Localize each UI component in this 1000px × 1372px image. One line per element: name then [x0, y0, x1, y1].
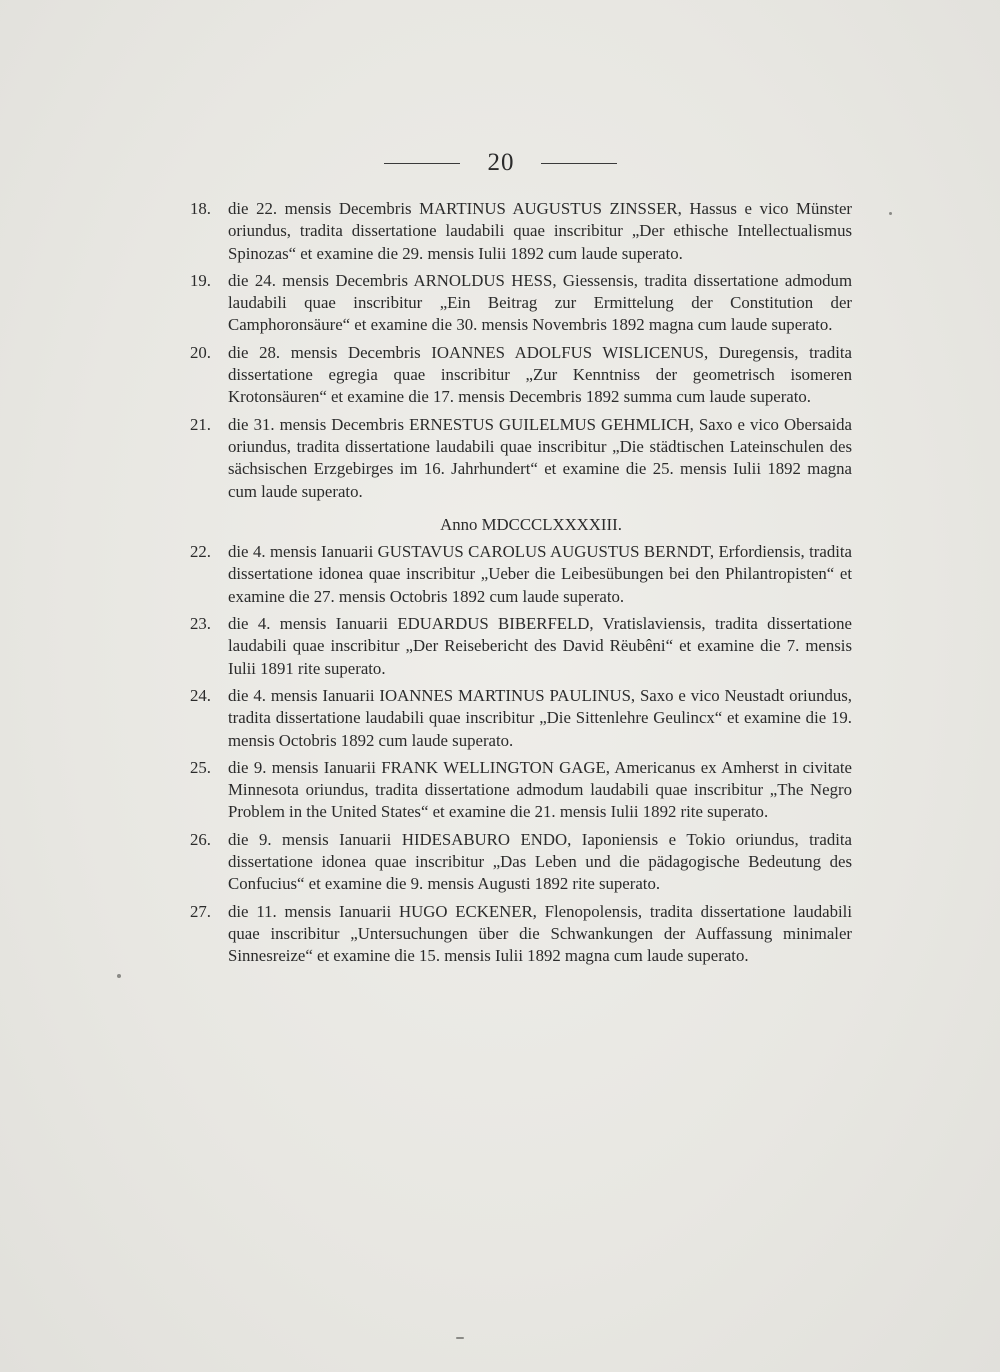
entry-text: die 4. mensis Ianuarii EDUARDUS BIBERFELD, Vratislaviensis, tradita dissertatione laudabili quae inscribitur „Der Reisebericht des David Rëubêni“ et examine die 7. mensis Iulii 1891 rite superato.: [228, 614, 852, 678]
paper-speck: [889, 212, 892, 215]
entry-number: 27.: [190, 901, 211, 921]
entry-number: 25.: [190, 757, 211, 777]
entry-text: die 4. mensis Ianuarii IOANNES MARTINUS PAULINUS, Saxo e vico Neustadt oriundus, tradita dissertatione laudabili quae inscribitur „Die Sittenlehre Geulincx“ et examine die 19. mensis Octobris 1892 cum laude superato.: [228, 685, 852, 750]
entry-number: 24.: [190, 685, 211, 705]
paper-speck: [117, 974, 121, 978]
list-item-21: [188, 414, 852, 503]
entry-text: die 28. mensis Decembris IOANNES ADOLFUS WISLICENUS, Duregensis, tradita dissertatione egregia quae inscribitur „Zur Kenntniss der geometrisch isomeren Krotonsäuren“ et examine die 17. mensis Decembris 1892 summa cum laude superato.: [228, 342, 852, 407]
entry-text: die 4. mensis Ianuarii GUSTAVUS CAROLUS AUGUSTUS BERNDT, Erfordiensis, tradita dissertatione idonea quae inscribitur „Ueber die Leibesübungen bei den Philantropisten“ et examine die 27. mensis Octobris 1892 cum laude superato.: [228, 542, 852, 606]
list-item-18: [188, 198, 852, 265]
page-header: [0, 146, 1000, 180]
list-item-26: [188, 829, 852, 896]
entry-text: die 11. mensis Ianuarii HUGO ECKENER, Flenopolensis, tradita dissertatione laudabili quae inscribitur „Untersuchungen über die Schwankungen der Auffassung minimaler Sinnesreize“ et examine die 15. mensis Iulii 1892 magna cum laude superato.: [228, 901, 852, 966]
entry-number: 21.: [190, 414, 211, 434]
entry-number: 23.: [190, 614, 211, 634]
list-item-25: [188, 757, 852, 824]
list-item-22: [188, 541, 852, 608]
list-item-24: [188, 685, 852, 752]
entry-number: 20.: [190, 342, 211, 362]
paper-speck: [456, 1337, 464, 1339]
list-item-19: [188, 270, 852, 337]
entry-text: die 24. mensis Decembris ARNOLDUS HESS, Giessensis, tradita dissertatione admodum laudabili quae inscribitur „Ein Beitrag zur Ermittelung der Constitution der Camphoronsäure“ et examine die 30. mensis Novembris 1892 magna cum laude superato.: [228, 270, 852, 335]
entry-text: die 22. mensis Decembris MARTINUS AUGUSTUS ZINSSER, Hassus e vico Münster oriundus, tradita dissertatione laudabili quae inscribitur „Der ethische Intellectualismus Spinozas“ et examine die 29. mensis Iulii 1892 cum laude superato.: [228, 199, 852, 263]
entry-text: die 9. mensis Ianuarii FRANK WELLINGTON GAGE, Americanus ex Amherst in civitate Minnesota oriundus, tradita dissertatione admodum laudabili quae inscribitur „The Negro Problem in the United States“ et examine die 21. mensis Iulii 1892 rite superato.: [228, 757, 852, 822]
header-rule-right: [541, 163, 617, 164]
entry-text: die 9. mensis Ianuarii HIDESABURO ENDO, Iaponiensis e Tokio oriundus, tradita dissertatione idonea quae inscribitur „Das Leben und die pädagogische Bedeutung des Confucius“ et examine die 9. mensis Augusti 1892 rite superato.: [228, 829, 852, 894]
entry-text: die 31. mensis Decembris ERNESTUS GUILELMUS GEHMLICH, Saxo e vico Obersaida oriundus, tradita dissertatione laudabili quae inscribitur „Die städtischen Lateinschulen des sächsischen Erzgebirges im 16. Jahrhundert“ et examine die 25. mensis Iulii 1892 magna cum laude superato.: [228, 414, 852, 501]
header-rule-left: [384, 163, 460, 164]
entry-number: 22.: [190, 542, 211, 562]
list-item-27: [188, 901, 852, 968]
entry-number: 26.: [190, 829, 211, 849]
list-item-20: [188, 342, 852, 409]
entry-number: 18.: [190, 199, 211, 218]
dissertation-list: [188, 198, 852, 973]
entry-number: 19.: [190, 270, 211, 290]
page-number: 20: [487, 149, 515, 176]
list-item-23: [188, 613, 852, 680]
year-heading: Anno MDCCCLXXXXIII.: [440, 514, 622, 534]
